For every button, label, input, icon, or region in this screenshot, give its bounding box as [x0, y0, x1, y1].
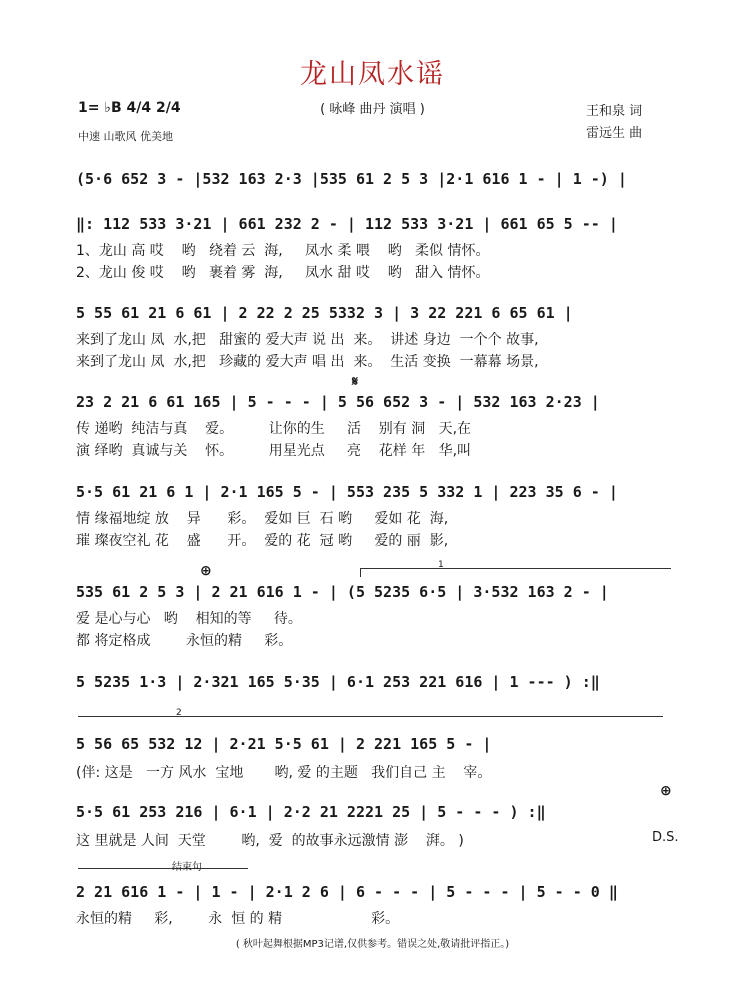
volta-label-2: 2 — [176, 708, 182, 718]
ending-label: 结束句 — [172, 862, 202, 873]
ending-bracket — [78, 868, 248, 877]
lyric-line: 永恒的精 彩, 永 恒 的 精 彩。 — [76, 911, 400, 927]
lyric-line: 这 里就是 人间 天堂 哟, 爱 的故事永远激情 澎 湃。 ) — [76, 833, 464, 849]
lyric-line: 情 缘福地绽 放 异 彩。 爱如 巨 石 哟 爱如 花 海, — [76, 511, 449, 527]
notation-row: 2 21 616 1 - | 1 - | 2·1 2 6 | 6 - - - | 5 - - - | 5 - - 0 ‖ — [76, 883, 618, 901]
notation-row: 5·5 61 21 6 1 | 2·1 165 5 - | 553 235 5 332 1 | 223 35 6 - | — [76, 483, 618, 501]
footer-note: ( 秋叶起舞根据MP3记谱,仅供参考。错误之处,敬请批评指正。) — [235, 939, 510, 950]
lyric-line: 演 绎哟 真诚与关 怀。 用星光点 亮 花样 年 华,叫 — [76, 443, 472, 459]
notation-row: ‖: 112 533 3·21 | 661 232 2 - | 112 533 3·21 | 661 65 5 -- | — [76, 215, 618, 233]
notation-row: 5 5235 1·3 | 2·321 165 5·35 | 6·1 253 221 616 | 1 --- ) :‖ — [76, 673, 600, 691]
coda-icon: ⊕ — [660, 783, 672, 799]
lyric-line: 来到了龙山 凤 水,把 甜蜜的 爱大声 说 出 来。 讲述 身边 一个个 故事, — [76, 332, 539, 348]
notation-row: 5·5 61 253 216 | 6·1 | 2·2 21 2221 25 | 5 - - - ) :‖ — [76, 803, 546, 821]
tempo-marking: 中速 山歌风 优美地 — [78, 130, 173, 143]
segno-icon: 𝄋 — [352, 374, 359, 390]
lyric-line: 都 将定格成 永恒的精 彩。 — [76, 633, 293, 649]
lyricist-credit: 王和泉 词 — [586, 104, 643, 119]
lyric-line: 传 递哟 纯洁与真 爱。 让你的生 活 别有 洞 天,在 — [76, 421, 472, 437]
notation-row: 5 55 61 21 6 61 | 2 22 2 25 5332 3 | 3 22 221 6 65 61 | — [76, 304, 573, 322]
notation-row: 23 2 21 6 61 165 | 5 - - - | 5 56 652 3 - | 532 163 2·23 | — [76, 393, 600, 411]
lyric-line: 1、龙山 高 哎 哟 绕着 云 海, 凤水 柔 喂 哟 柔似 情怀。 — [76, 243, 490, 259]
composer-credit: 雷远生 曲 — [586, 126, 643, 141]
key-signature: 1= ♭B 4/4 2/4 — [78, 100, 181, 116]
notation-row: 535 61 2 5 3 | 2 21 616 1 - | (5 5235 6·5 | 3·532 163 2 - | — [76, 583, 609, 601]
lyric-line: 2、龙山 俊 哎 哟 裹着 雾 海, 凤水 甜 哎 哟 甜入 情怀。 — [76, 265, 490, 281]
lyric-line: 来到了龙山 凤 水,把 珍藏的 爱大声 唱 出 来。 生活 变换 一幕幕 场景, — [76, 354, 539, 370]
song-title: 龙山凤水谣 — [300, 59, 445, 90]
notation-row: 5 56 65 532 12 | 2·21 5·5 61 | 2 221 165 5 - | — [76, 735, 492, 753]
dal-segno-marking: D.S. — [652, 830, 679, 845]
lyric-line: (伴: 这是 一方 风水 宝地 哟, 爱 的主题 我们自己 主 宰。 — [76, 765, 492, 781]
lyric-line: 璀 璨夜空礼 花 盛 开。 爱的 花 冠 哟 爱的 丽 影, — [76, 533, 449, 549]
volta-label-1: 1 — [438, 560, 444, 570]
volta-bracket-1 — [360, 568, 671, 577]
performer-credit: ( 咏峰 曲丹 演唱 ) — [320, 102, 425, 117]
coda-icon: ⊕ — [200, 563, 212, 579]
lyric-line: 爱 是心与心 哟 相知的等 待。 — [76, 611, 302, 627]
volta-bracket-2 — [78, 716, 663, 725]
notation-row: (5·6 652 3 - |532 163 2·3 |535 61 2 5 3 |2·1 616 1 - | 1 -) | — [76, 170, 627, 188]
